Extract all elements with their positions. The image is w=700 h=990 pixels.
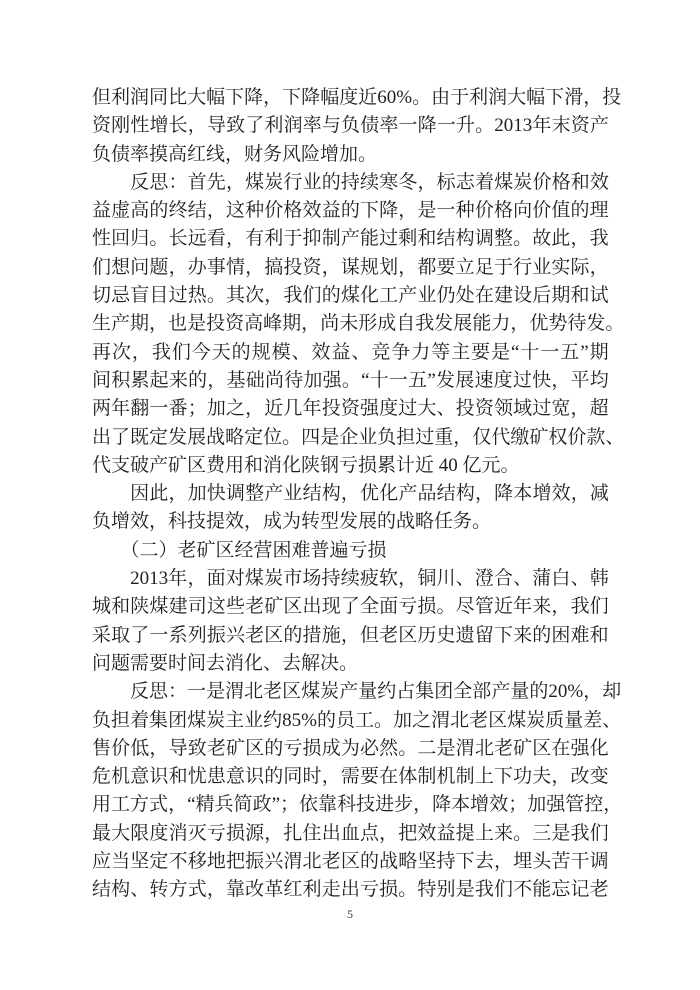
text-line: 代支破产矿区费用和消化陕钢亏损累计近 40 亿元。 [92, 454, 520, 476]
text-line: 反 思 ： 一 是 渭 北 老 区 煤 炭 产 量 约 占 集 团 全 部 产 量 的 20% ， 却 [130, 681, 622, 703]
text-line: 用 工 方 式 ， “ 精 兵 简 政 ” ； 依 靠 科 技 进 步 ， 降 本 增 效 ； 加 强 管 控 ， [92, 794, 623, 816]
text-line: 反 思 ： 首 先 ， 煤 炭 行 业 的 持 续 寒 冬 ， 标 志 着 煤 炭 价 格 和 效 [130, 171, 609, 193]
text-line: 结 构 、 转 方 式 ， 靠 改 革 红 利 走 出 亏 损 。 特 别 是 我 们 不 能 忘 记 老 [92, 879, 609, 901]
text-line: 2013 年 ， 面 对 煤 炭 市 场 持 续 疲 软 ， 铜 川 、 澄 合 、 蒲 白 、 韩 [130, 568, 609, 590]
section-heading: （二）老矿区经营困难普遍亏损 [92, 539, 387, 561]
text-line: 切 忌 盲 目 过 热 。 其 次 ， 我 们 的 煤 化 工 产 业 仍 处 在 建 设 后 期 和 试 [92, 285, 609, 307]
text-line: 出 了 既 定 发 展 战 略 定 位 。 四 是 企 业 负 担 过 重 ， 仅 代 缴 矿 权 价 款 、 [92, 426, 625, 448]
text-line: 两 年 翻 一 番 ； 加 之 ， 近 几 年 投 资 强 度 过 大 、 投 资 领 域 过 宽 ， 超 [92, 398, 609, 420]
text-line: 应 当 坚 定 不 移 地 把 振 兴 渭 北 老 区 的 战 略 坚 持 下 去 ， 埋 头 苦 干 调 [92, 851, 609, 873]
text-line: 危 机 意 识 和 忧 患 意 识 的 同 时 ， 需 要 在 体 制 机 制 上 下 功 夫 ， 改 变 [92, 766, 609, 788]
text-line: 负债率摸高红线，财务风险增加。 [92, 143, 378, 165]
text-line: 售 价 低 ， 导 致 老 矿 区 的 亏 损 成 为 必 然 。 二 是 渭 北 老 矿 区 在 强 化 [92, 737, 609, 759]
text-line: 负增效，科技提效，成为转型发展的战略任务。 [92, 511, 492, 533]
text-line: 们 想 问 题 ， 办 事 情 ， 搞 投 资 ， 谋 规 划 ， 都 要 立 足 于 行 业 实 际 ， [92, 256, 609, 278]
text-line: 但 利 润 同 比 大 幅 下 降 ， 下 降 幅 度 近 60% 。 由 于 利 润 大 幅 下 滑 ， 投 [92, 87, 622, 108]
text-line: 再 次 ， 我 们 今 天 的 规 模 、 效 益 、 竞 争 力 等 主 要 是 “ 十 一 五 ” 期 [92, 341, 609, 363]
page-number: 5 [347, 907, 353, 921]
text-line: 采 取 了 一 系 列 振 兴 老 区 的 措 施 ， 但 老 区 历 史 遗 留 下 来 的 困 难 和 [92, 624, 609, 646]
text-line: 城 和 陕 煤 建 司 这 些 老 矿 区 出 现 了 全 面 亏 损 。 尽 管 近 年 来 ， 我 们 [92, 596, 609, 618]
text-line: 益 虚 高 的 终 结 ， 这 种 价 格 效 益 的 下 降 ， 是 一 种 价 格 向 价 值 的 理 [92, 200, 609, 222]
text-line: 间 积 累 起 来 的 ， 基 础 尚 待 加 强 。 “ 十 一 五 ” 发 展 速 度 过 快 ， 平 均 [92, 369, 609, 391]
text-line: 负 担 着 集 团 煤 炭 主 业 约 85% 的 员 工 。 加 之 渭 北 老 区 煤 炭 质 量 差 、 [92, 709, 622, 731]
text-line: 生 产 期 ， 也 是 投 资 高 峰 期 ， 尚 未 形 成 自 我 发 展 能 力 ， 优 势 待 发 。 [92, 313, 625, 335]
text-line: 最 大 限 度 消 灭 亏 损 源 ， 扎 住 出 血 点 ， 把 效 益 提 上 来 。 三 是 我 们 [92, 822, 609, 844]
text-line: 性 回 归 。 长 远 看 ， 有 利 于 抑 制 产 能 过 剩 和 结 构 调 整 。 故 此 ， 我 [92, 228, 609, 250]
text-block [92, 84, 625, 905]
text-line: 问题需要时间去消化、去解决。 [92, 652, 359, 674]
text-line: 资 刚 性 增 长 ， 导 致 了 利 润 率 与 负 债 率 一 降 一 升 。 2013 年 末 资 产 [92, 115, 609, 137]
text-line: 因 此 ， 加 快 调 整 产 业 结 构 ， 优 化 产 品 结 构 ， 降 本 增 效 ， 减 [130, 483, 609, 505]
